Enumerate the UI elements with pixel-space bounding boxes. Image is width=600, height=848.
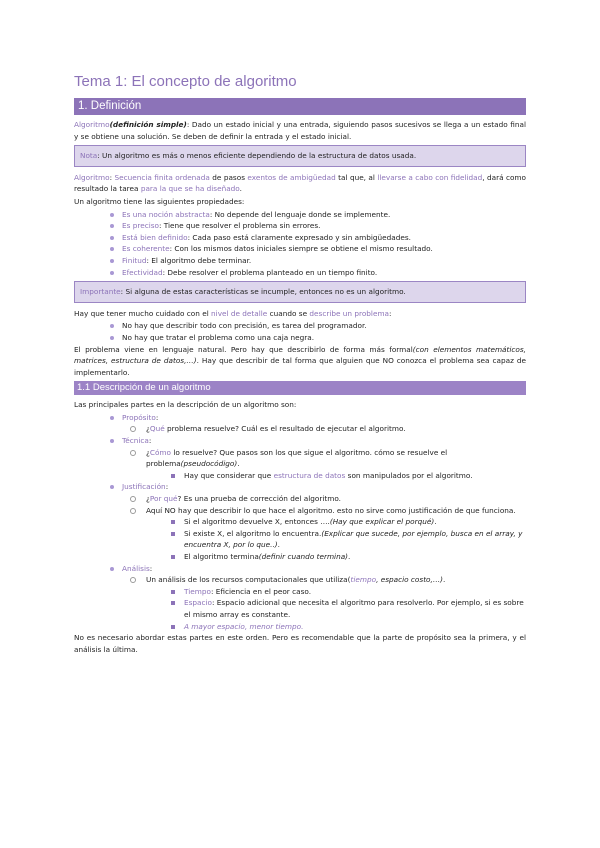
text: problema resuelve? Cuál es el resultado de ejecutar el algoritmo. [164, 424, 406, 434]
list-item [74, 220, 526, 232]
term: Es preciso [122, 221, 159, 231]
note-label: Nota [80, 151, 98, 161]
bullet-icon [110, 271, 114, 275]
term: Análisis [122, 563, 150, 573]
list-item-tecnica: Técnica: [74, 435, 526, 447]
paragraph-propiedades: Un algoritmo tiene las siguientes propiedades: [74, 196, 245, 206]
text: ¿ [146, 447, 150, 457]
bullet-icon [110, 567, 114, 571]
bullet-icon [110, 324, 114, 328]
term: Justificación [122, 482, 166, 492]
text: Hay que considerar que [184, 470, 274, 480]
text: . [348, 552, 351, 561]
term: Efectividad [122, 267, 163, 277]
circle-bullet-icon [130, 450, 136, 456]
list-subitem [74, 423, 526, 435]
term: Finitud [122, 255, 147, 265]
emphasis: A mayor espacio, menor tiempo. [184, 621, 304, 631]
list-subsubitem [74, 597, 526, 620]
square-bullet-icon [171, 590, 175, 594]
list-subsubitem [74, 621, 526, 633]
square-bullet-icon [171, 474, 175, 478]
term: Tiempo [184, 586, 211, 596]
list-subitem [74, 447, 526, 470]
term: Secuencia finita ordenada [114, 172, 210, 182]
text: . Hay que describir de tal forma que alguien que NO conozca el problema sea capaz de implementarlo. [74, 356, 527, 377]
emphasis: (Hay que explicar el porqué) [329, 517, 435, 527]
text: lo resuelve? Que pasos son los que sigue el algoritmo. cómo se resuelve el problema [146, 447, 448, 469]
bullet-icon [110, 247, 114, 251]
text: : Espacio adicional que necesita el algoritmo para resolverlo. Por ejemplo, si es sobre el mismo array es constante. [184, 598, 524, 619]
term: tiempo [350, 575, 377, 585]
list-item [74, 267, 526, 279]
text: : Con los mismos datos iniciales siempre se obtiene el mismo resultado. [169, 244, 433, 254]
square-bullet-icon [171, 532, 175, 536]
term: nivel de detalle [211, 308, 268, 318]
text: : Dado un estado inicial y una entrada, siguiendo pasos sucesivos se llega a un estado final y se obtiene una solución. Se deben de definir la entrada y el estado inicial. [74, 120, 526, 141]
list-item [74, 232, 526, 244]
square-bullet-icon [171, 601, 175, 605]
circle-bullet-icon [130, 426, 136, 432]
properties-list [74, 209, 526, 279]
emphasis: (con elementos matemáticos, matrices, estructura de datos,…) [74, 344, 527, 366]
bullet-icon [110, 259, 114, 263]
text: : [389, 308, 392, 318]
text: , dará como resultado la tarea [74, 172, 527, 194]
text: Un análisis de los recursos computacionales que utiliza [146, 575, 348, 585]
term: Por qué [149, 494, 178, 504]
term: Qué [149, 424, 165, 434]
list-subitem [74, 505, 526, 517]
text: tal que, al [335, 172, 378, 182]
circle-bullet-icon [130, 508, 136, 514]
care-list [74, 320, 526, 343]
list-item [74, 320, 526, 332]
list-subsubitem [74, 551, 526, 563]
list-subitem [74, 493, 526, 505]
circle-bullet-icon [130, 577, 136, 583]
important-box [74, 281, 526, 303]
term: para la que se ha diseñado [140, 184, 240, 194]
term: describe un problema [309, 308, 390, 318]
text: . [443, 575, 446, 585]
note-text: : Un algoritmo es más o menos eficiente dependiendo de la estructura de datos usada. [97, 151, 417, 161]
paragraph-nivel-detalle [74, 308, 526, 320]
square-bullet-icon [171, 555, 175, 559]
text: Aquí NO hay que describir lo que hace el algoritmo. esto no sirve como justificación de que funciona. [146, 505, 516, 515]
text: : Debe resolver el problema planteado en un tiempo finito. [162, 267, 378, 277]
note-label: Importante [80, 287, 121, 297]
list-subsubitem [74, 470, 526, 482]
list-subitem [74, 574, 526, 586]
text: No hay que tratar el problema como una caja negra. [122, 332, 315, 342]
paragraph-definicion-simple [74, 119, 526, 142]
list-item [74, 332, 526, 344]
emphasis: , espacio costo,…) [376, 575, 443, 585]
bullet-icon [110, 236, 114, 240]
text: Si el algoritmo devuelve X, entonces …. [184, 517, 330, 527]
text: : Eficiencia en el peor caso. [210, 586, 312, 596]
term: Propósito [122, 412, 156, 422]
term: Algoritmo [74, 172, 110, 182]
bullet-icon [110, 439, 114, 443]
paragraph-partes: Las principales partes en la descripción de un algoritmo son: [74, 400, 297, 410]
list-subsubitem [74, 516, 526, 528]
text: son manipulados por el algoritmo. [345, 470, 473, 480]
term: exentos de ambigüedad [247, 172, 336, 182]
list-item-proposito: Propósito: [74, 412, 526, 424]
text: . [277, 540, 280, 550]
term: Algoritmo [74, 120, 110, 129]
emphasis: (definir cuando termina) [258, 552, 349, 561]
text: : [109, 172, 115, 182]
text: . [237, 459, 240, 469]
text: : Cada paso está claramente expresado y sin ambigüedades. [187, 232, 411, 242]
list-item-justificacion: Justificación: [74, 481, 526, 493]
text: . [434, 517, 437, 527]
term: Cómo [149, 447, 172, 457]
text: ( [347, 575, 351, 585]
term: Es coherente [122, 244, 170, 254]
text: ¿ [146, 494, 150, 504]
bullet-icon [110, 336, 114, 340]
circle-bullet-icon [130, 496, 136, 502]
text: : El algoritmo debe terminar. [146, 255, 252, 265]
emphasis: (Explicar que sucede, por ejemplo, busca en el array, y encuentra X, por lo que..) [184, 528, 523, 550]
emphasis: (definición simple) [109, 120, 187, 129]
text: : Tiene que resolver el problema sin errores. [159, 221, 321, 231]
square-bullet-icon [171, 520, 175, 524]
bullet-icon [110, 485, 114, 489]
list-item [74, 243, 526, 255]
text: Si existe X, el algoritmo lo encuentra. [184, 528, 322, 538]
note-box [74, 145, 526, 167]
section-heading-descripcion: 1.1 Descripción de un algoritmo [74, 381, 526, 395]
text: : No depende del lenguaje donde se implemente. [209, 209, 391, 219]
parts-list [74, 412, 526, 632]
list-item [74, 209, 526, 221]
paragraph-closing: No es necesario abordar estas partes en este orden. Pero es recomendable que la parte de propósito sea la primera, y el análisis la última. [74, 633, 526, 654]
text: El problema viene en lenguaje natural. Pero hay que describirlo de forma más formal [74, 344, 413, 354]
bullet-icon [110, 416, 114, 420]
paragraph-lenguaje-natural [74, 344, 526, 379]
text: ¿ [146, 424, 150, 434]
term: estructura de datos [273, 470, 346, 480]
paragraph-definicion-formal [74, 172, 526, 195]
list-subsubitem [74, 528, 526, 551]
term: Espacio [184, 598, 213, 608]
term: llevarse a cabo con fidelidad [377, 172, 483, 182]
text: El algoritmo termina [184, 552, 259, 561]
term: Está bien definido [122, 232, 188, 242]
text: No hay que describir todo con precisión, es tarea del programador. [122, 321, 367, 331]
section-heading-definicion: 1. Definición [74, 98, 526, 115]
square-bullet-icon [171, 625, 175, 629]
text: de pasos [209, 172, 248, 182]
term: Técnica [122, 436, 149, 446]
text: cuando se [267, 308, 310, 318]
list-item [74, 255, 526, 267]
text: Hay que tener mucho cuidado con el [74, 308, 212, 318]
page-title: Tema 1: El concepto de algoritmo [74, 73, 297, 90]
note-text: : Si alguna de estas características se incumple, entonces no es un algoritmo. [120, 287, 406, 297]
list-item-analisis: Análisis: [74, 563, 526, 575]
term: Es una noción abstracta [122, 209, 210, 219]
text: . [239, 184, 242, 194]
list-subsubitem [74, 586, 526, 598]
bullet-icon [110, 213, 114, 217]
bullet-icon [110, 224, 114, 228]
text: ? Es una prueba de corrección del algoritmo. [177, 494, 341, 504]
emphasis: (pseudocódigo) [180, 459, 238, 469]
